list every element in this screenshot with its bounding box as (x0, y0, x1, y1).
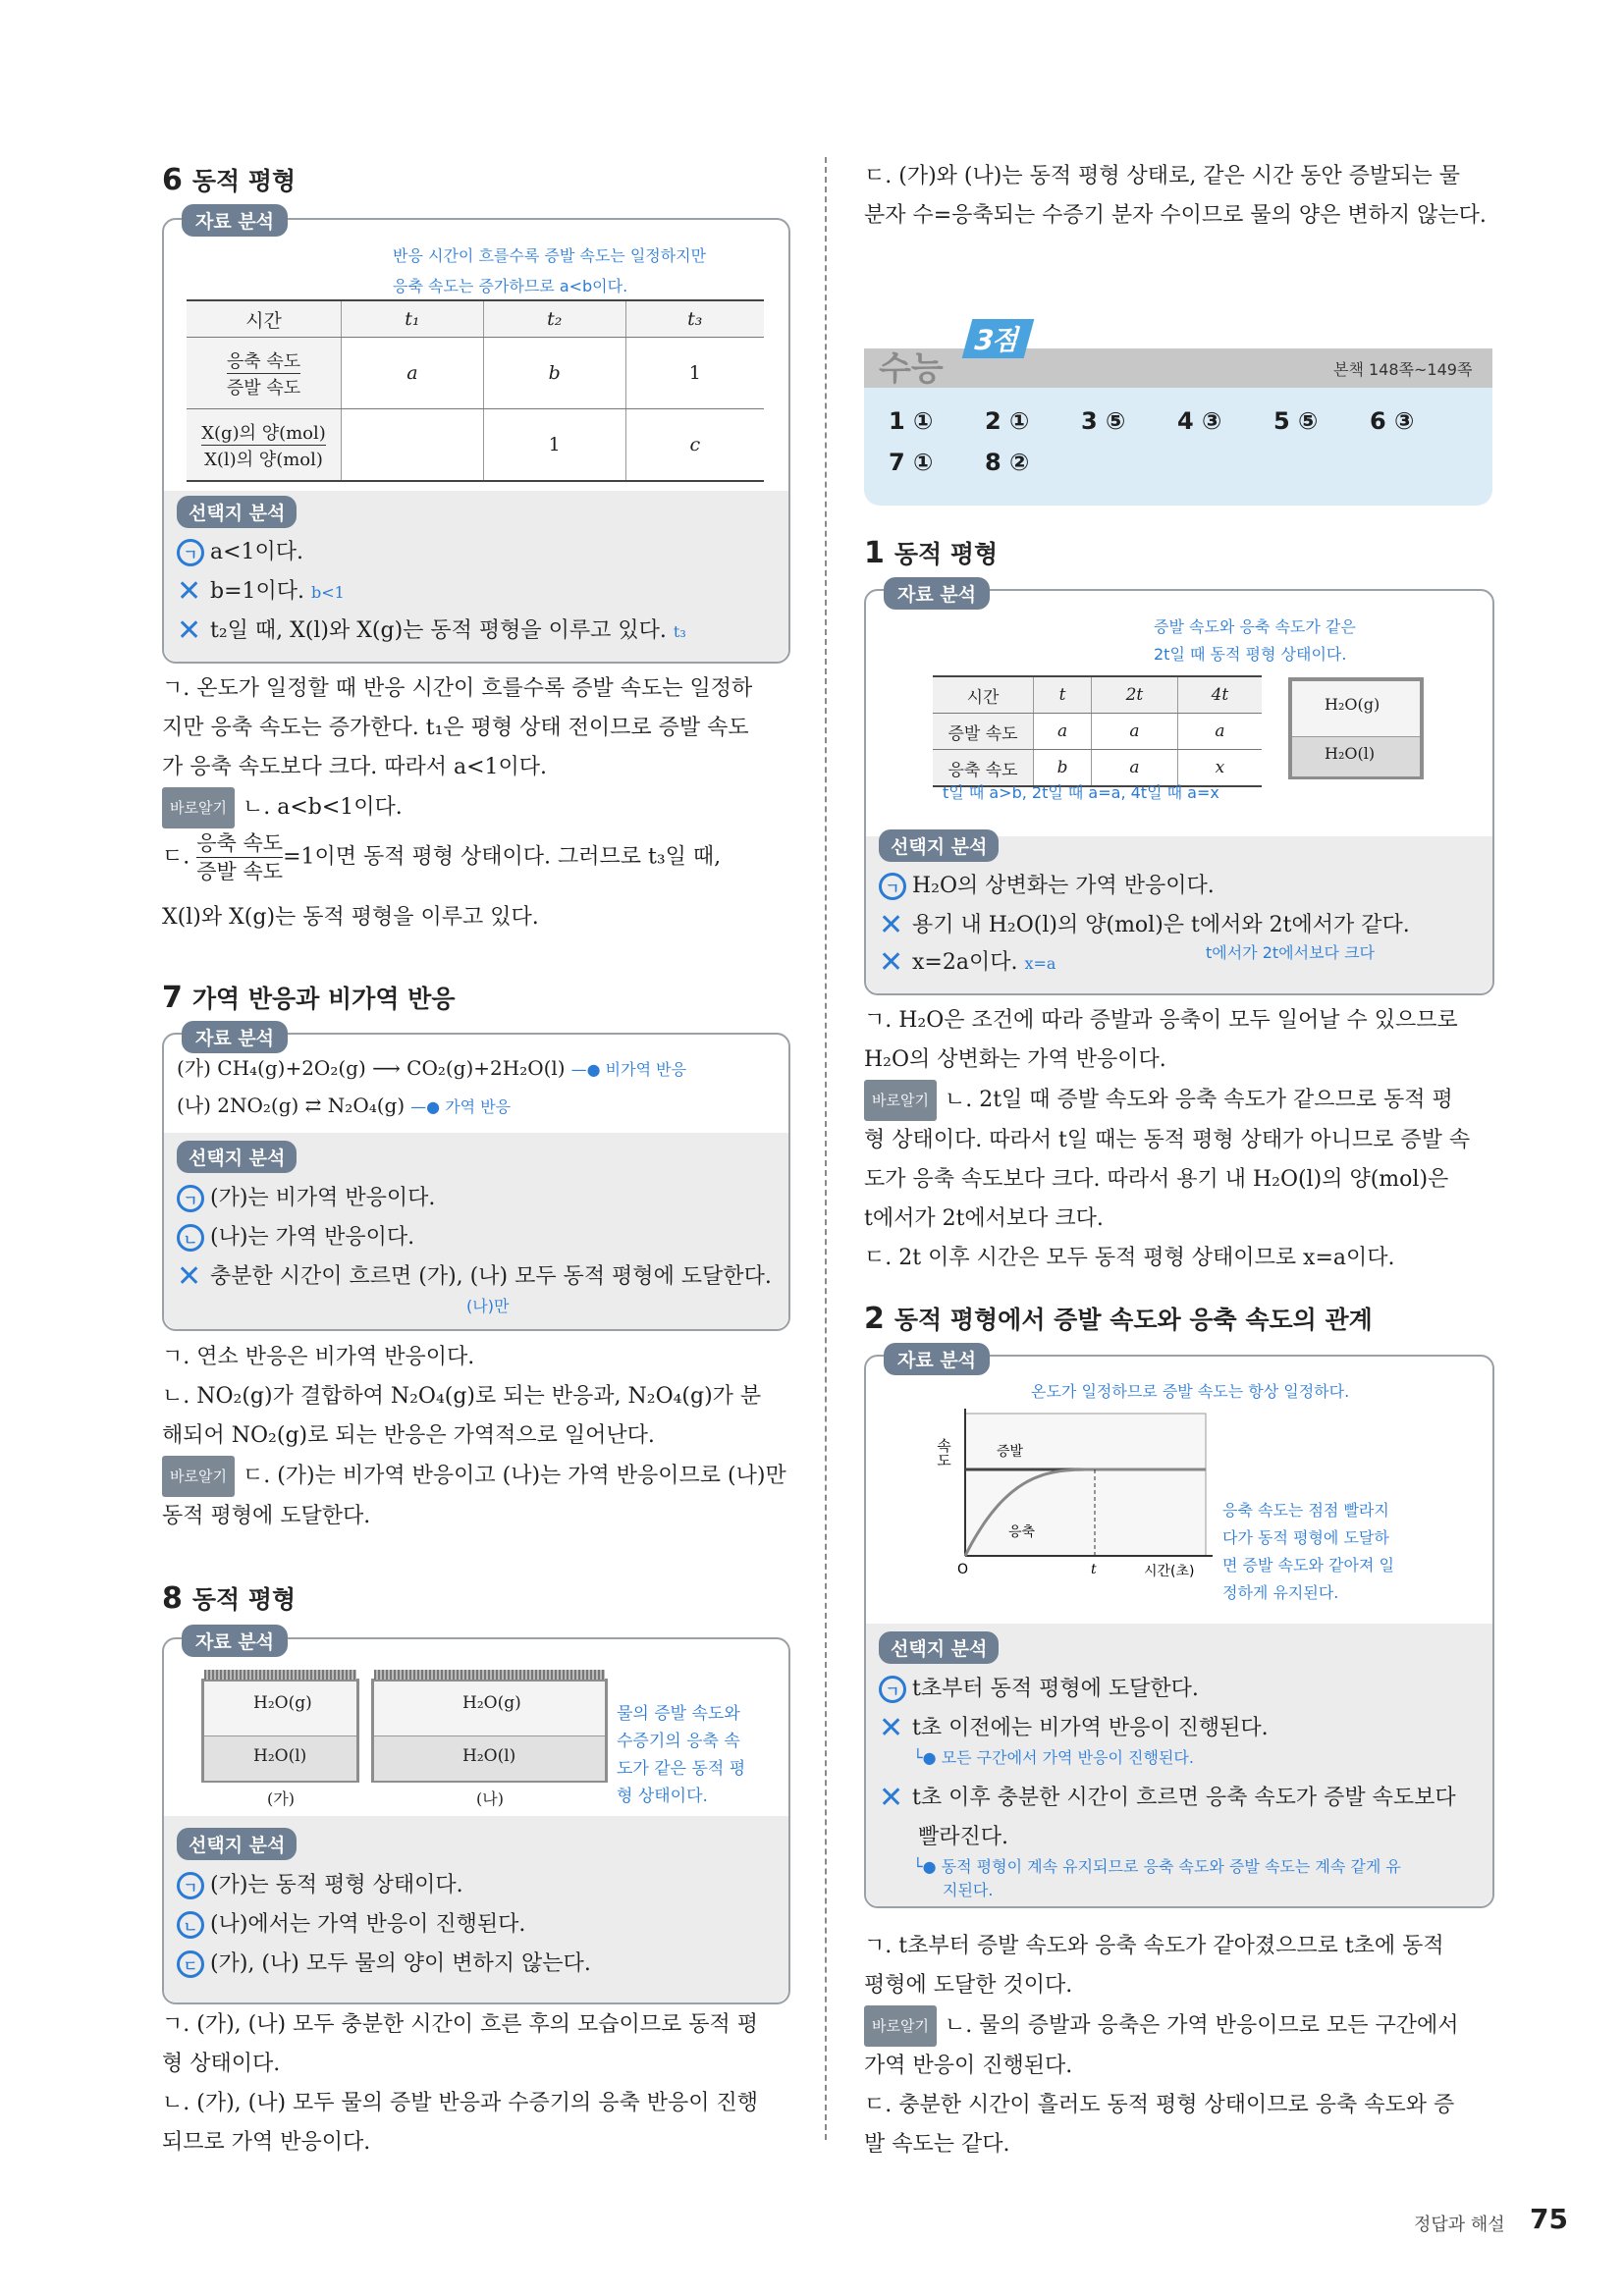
equations: (가) CH₄(g)+2O₂(g) ⟶ CO₂(g)+2H₂O(l) —● 비가역 반응 (나) 2NO₂(g) ⇄ N₂O₄(g) —● 가역 반응 (177, 1056, 687, 1117)
data-analysis-tag: 자료 분석 (182, 204, 288, 237)
container-b-label: (나) (476, 1789, 504, 1808)
option-c: ㄷ (가), (나) 모두 물의 양이 변하지 않는다. (177, 1947, 591, 1978)
option-b: ✕ 용기 내 H₂O(l)의 양(mol)은 t에서와 2t에서가 같다. (879, 908, 1410, 942)
option-c: ✕ x=2a이다. x=a (879, 945, 1056, 980)
answer-row-1: 1 ① 2 ① 3 ⑤ 4 ③ 5 ⑤ 6 ③ (889, 407, 1415, 435)
container-a-label: (가) (267, 1789, 295, 1808)
data-analysis-tag: 자료 분석 (182, 1021, 288, 1053)
option-c-fix: (나)만 (466, 1297, 510, 1315)
choice-analysis-tag: 선택지 분석 (177, 1141, 297, 1173)
answer-brand: 수능 (879, 349, 944, 389)
problem-8-heading: 8 동적 평형 (162, 1581, 297, 1616)
column-divider (825, 157, 827, 2140)
data-analysis-tag: 자료 분석 (884, 1343, 990, 1375)
answer-row-2: 7 ① 8 ② (889, 449, 1030, 476)
annotation: 물의 증발 속도와 수증기의 응축 속 도가 같은 동적 평 형 상태이다. (617, 1704, 746, 1806)
option-b: ✕ t초 이전에는 비가역 반응이 진행된다. (879, 1711, 1269, 1745)
explanation: ㄱ. H₂O은 조건에 따라 증발과 응축이 모두 일어날 수 있으므로 H₂O의 상변화는 가역 반응이다. 바로알기 ㄴ. 2t일 때 증발 속도와 응축 속도가 같으므로 동적 평 형 상태이다. 따라서 t일 때는 동적 평형 상태가 아니므로 증발 속 도가 응축 속도보다 크다. 따라서 용기 내 H₂O(l)의 양(mol)은 t에서가 2t에서보다 크다. ㄷ. 2t 이후 시간은 모두 동적 평형 상태이므로 x=a이다. (864, 1008, 1471, 1270)
explanation: ㄱ. 온도가 일정할 때 반응 시간이 흐를수록 증발 속도는 일정하 지만 응축 속도는 증가한다. t₁은 평형 상태 전이므로 증발 속도 가 응축 속도보다 크다. 따라서 a<1이다. 바로알기 ㄴ. a<b<1이다. (162, 669, 752, 828)
data-table: 시간 t 2t 4t 증발 속도 a a a 응축 속도 b a x (933, 675, 1262, 787)
explanation: ㄱ. t초부터 증발 속도와 응축 속도가 같아졌으므로 t초에 동적 평형에 도달한 것이다. 바로알기 ㄴ. 물의 증발과 응축은 가역 반응이므로 모든 구간에서 가역 반응이 진행된다. ㄷ. 충분한 시간이 흘러도 동적 평형 상태이므로 응축 속도와 증 발 속도는 같다. (864, 1934, 1459, 2157)
answer-points: 3점 (962, 319, 1034, 358)
container-b: H₂O(g) H₂O(l) (371, 1679, 608, 1783)
y-axis-label: 속도 (935, 1438, 952, 1468)
rate-chart (935, 1399, 1222, 1585)
footer-label: 정답과 해설 (1414, 2215, 1505, 2235)
question-2-heading: 2 동적 평형에서 증발 속도와 응축 속도의 관계 (864, 1302, 1373, 1336)
option-c: ✕ t초 이후 충분한 시간이 흐르면 응축 속도가 증발 속도보다 빨라진다. (879, 1781, 1456, 1849)
x-axis-label: 시간(초) (1144, 1564, 1195, 1579)
explanation-c: ㄷ. 응축 속도 증발 속도 =1이면 동적 평형 상태이다. 그러므로 t₃일 때, (162, 831, 722, 883)
x-tick-origin: O (957, 1562, 969, 1577)
annotation-2: t일 때 a>b, 2t일 때 a=a, 4t일 때 a=x (943, 783, 1219, 802)
data-analysis-tag: 자료 분석 (182, 1625, 288, 1657)
choice-analysis-tag: 선택지 분석 (879, 829, 999, 862)
container-a: H₂O(g) H₂O(l) (201, 1679, 359, 1783)
choice-analysis-tag: 선택지 분석 (177, 1828, 297, 1860)
option-a: ㄱ a<1이다. (177, 535, 303, 566)
annotation: 증발 속도와 응축 속도가 같은 2t일 때 동적 평형 상태이다. (1154, 617, 1356, 664)
problem-6-heading: 6 동적 평형 (162, 163, 297, 197)
annotation-top: 온도가 일정하므로 증발 속도는 항상 일정하다. (1031, 1382, 1350, 1401)
vessel-box: H₂O(g) H₂O(l) (1288, 677, 1424, 779)
choice-analysis-tag: 선택지 분석 (879, 1631, 999, 1664)
data-table: 시간 t₁ t₂ t₃ 응축 속도 증발 속도 a b 1 X(g)의 양(mol) X(l)의 양(mol) 1 c (187, 299, 764, 482)
option-c: ✕ t₂일 때, X(l)와 X(g)는 동적 평형을 이루고 있다. t₃ (177, 614, 686, 648)
question-1-heading: 1 동적 평형 (864, 536, 999, 570)
explanation-c-2: X(l)와 X(g)는 동적 평형을 이루고 있다. (162, 905, 539, 930)
data-analysis-tag: 자료 분석 (884, 577, 990, 610)
option-c: ✕ 충분한 시간이 흐르면 (가), (나) 모두 동적 평형에 도달한다. (177, 1259, 772, 1294)
continued-explanation: ㄷ. (가)와 (나)는 동적 평형 상태로, 같은 시간 동안 증발되는 물 분자 수=응축되는 수증기 분자 수이므로 물의 양은 변하지 않는다. (864, 164, 1487, 228)
answer-ref: 본책 148쪽~149쪽 (1333, 360, 1473, 379)
option-c-fix: └● 동적 평형이 계속 유지되므로 응축 속도와 증발 속도는 계속 같게 유 지된다. (913, 1857, 1401, 1899)
annotation: 반응 시간이 흐를수록 증발 속도는 일정하지만 응축 속도는 증가하므로 a<b이다. (393, 246, 707, 295)
problem-7-heading: 7 가역 반응과 비가역 반응 (162, 981, 456, 1015)
explanation: ㄱ. 연소 반응은 비가역 반응이다. ㄴ. NO₂(g)가 결합하여 N₂O₄(g)로 되는 반응과, N₂O₄(g)가 분 해되어 NO₂(g)로 되는 반응은 가역적으로 일어난다. 바로알기 ㄷ. (가)는 비가역 반응이고 (나)는 가역 반응이므로 (나)만 동적 평형에 도달한다. (162, 1345, 786, 1528)
option-b: ㄴ (나)는 가역 반응이다. (177, 1220, 414, 1252)
annotation-right: 응축 속도는 점점 빨라지 다가 동적 평형에 도달하 면 증발 속도와 같아져 일 정하게 유지된다. (1222, 1501, 1394, 1602)
option-a: ㄱ H₂O의 상변화는 가역 반응이다. (879, 869, 1215, 900)
option-b-fix: t에서가 2t에서보다 크다 (1206, 943, 1376, 962)
option-b-fix: └● 모든 구간에서 가역 반응이 진행된다. (913, 1748, 1194, 1767)
x-tick-t: t (1091, 1562, 1097, 1577)
series-label-evap: 증발 (997, 1444, 1024, 1460)
page-number: 75 (1530, 2203, 1568, 2235)
explanation: ㄱ. (가), (나) 모두 충분한 시간이 흐른 후의 모습이므로 동적 평 형 상태이다. ㄴ. (가), (나) 모두 물의 증발 반응과 수증기의 응축 반응이 진행 되므로 가역 반응이다. (162, 2012, 759, 2155)
option-a: ㄱ t초부터 동적 평형에 도달한다. (879, 1672, 1199, 1703)
option-b: ㄴ (나)에서는 가역 반응이 진행된다. (177, 1907, 525, 1939)
choice-analysis-tag: 선택지 분석 (177, 496, 297, 528)
series-label-cond: 응축 (1008, 1524, 1036, 1540)
option-a: ㄱ (가)는 동적 평형 상태이다. (177, 1868, 463, 1899)
option-b: ✕ b=1이다. b<1 (177, 574, 345, 609)
option-a: ㄱ (가)는 비가역 반응이다. (177, 1181, 435, 1212)
